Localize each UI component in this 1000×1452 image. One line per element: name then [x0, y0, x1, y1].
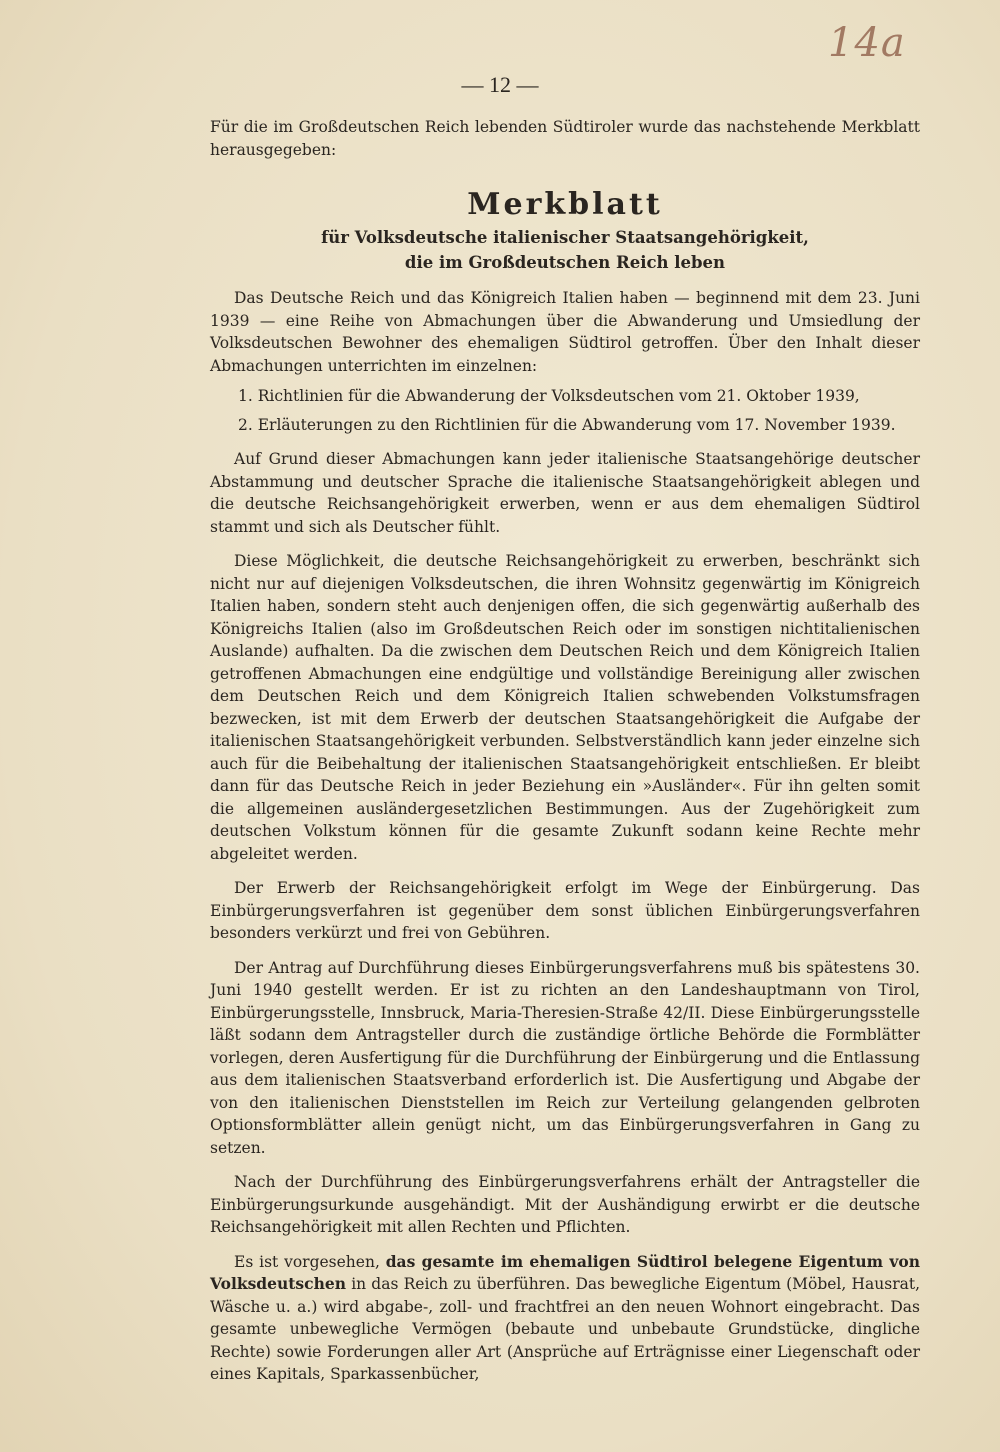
paragraph-1: Das Deutsche Reich und das Königreich Italien haben — beginnend mit dem 23. Juni 1939 — eine Reihe von Abmachungen über die Abwanderung und Umsiedlung der Volksdeutschen Bewohner des ehemaligen Südtirol getroffen. Über den Inhalt dieser Abmachungen unterrichten im einzelnen: — [210, 289, 920, 375]
regulations-list — [210, 385, 920, 436]
document-subtitle-line1: für Volksdeutsche italienischer Staatsangehörigkeit, — [321, 228, 809, 247]
handwritten-page-note: 14a — [828, 20, 906, 66]
paragraph-4: Der Erwerb der Reichsangehörigkeit erfolgt im Wege der Einbürgerung. Das Einbürgerungsverfahren ist gegenüber dem sonst üblichen Einbürgerungsverfahren besonders verkürzt und frei von Gebühren. — [210, 879, 920, 942]
page-number: — 12 — — [461, 72, 539, 97]
list-item: 1. Richtlinien für die Abwanderung der Volksdeutschen vom 21. Oktober 1939, — [238, 387, 860, 405]
paragraph-7-emphasis: das gesamte im ehemaligen Südtirol belegene Eigentum von Volksdeutschen — [210, 1251, 920, 1293]
paragraph-3: Diese Möglichkeit, die deutsche Reichsangehörigkeit zu erwerben, beschränkt sich nicht nur auf diejenigen Volksdeutschen, die ihren Wohnsitz gegenwärtig im Königreich Italien haben, sondern steht auch denjenigen offen, die sich gegenwärtig außerhalb des Königreichs Italien (also im Großdeutschen Reich oder im sonstigen nichtitalienischen Auslande) aufhalten. Da die zwischen dem Deutschen Reich und dem Königreich Italien getroffenen Abmachungen eine endgültige und vollständige Bereinigung aller zwischen dem Deutschen Reich und dem Königreich Italien schwebenden Volkstumsfragen bezwecken, ist mit dem Erwerb der deutschen Staatsangehörigkeit die Aufgabe der italienischen Staatsangehörigkeit verbunden. Selbstverständlich kann jeder einzelne sich auch für die Beibehaltung der italienischen Staatsangehörigkeit entschließen. Er bleibt dann für das Deutsche Reich in jeder Beziehung ein »Ausländer«. Für ihn gelten somit die allgemeinen ausländergesetzlichen Bestimmungen. Aus der Zugehörigkeit zum deutschen Volkstum können für die gesamte Zukunft sodann keine Rechte mehr abgeleitet werden. — [210, 552, 920, 863]
paragraph-7 — [210, 1251, 920, 1386]
document-title: Merkblatt — [467, 187, 663, 222]
paragraph-2: Auf Grund dieser Abmachungen kann jeder italienische Staatsangehörige deutscher Abstammung und deutscher Sprache die italienische Staatsangehörigkeit ablegen und die deutsche Reichsangehörigkeit erwerben, wenn er aus dem ehemaligen Südtirol stammt und sich als Deutscher fühlt. — [210, 450, 920, 536]
document-body — [210, 116, 920, 1386]
paragraph-7-start: Es ist vorgesehen, — [234, 1252, 380, 1271]
paragraph-5: Der Antrag auf Durchführung dieses Einbürgerungsverfahrens muß bis spätestens 30. Juni 1940 gestellt werden. Er ist zu richten an den Landeshauptmann von Tirol, Einbürgerungsstelle, Innsbruck, Maria-Theresien-Straße 42/II. Diese Einbürgerungsstelle läßt sodann dem Antragsteller durch die zuständige örtliche Behörde die Formblätter vorlegen, deren Ausfertigung für die Durchführung der Einbürgerung und die Entlassung aus dem italienischen Staatsverband erforderlich ist. Die Ausfertigung und Abgabe der von den italienischen Dienststellen im Reich zur Verteilung gelangenden gelbroten Optionsformblätter allein genügt nicht, um das Einbürgerungsverfahren in Gang zu setzen. — [210, 958, 920, 1157]
paragraph-6: Nach der Durchführung des Einbürgerungsverfahrens erhält der Antragsteller die Einbürgerungsurkunde ausgehändigt. Mit der Aushändigung erwirbt er die deutsche Reichsangehörigkeit mit allen Rechten und Pflichten. — [210, 1173, 920, 1236]
paragraph-7-rest: in das Reich zu überführen. Das bewegliche Eigentum (Möbel, Hausrat, Wäsche u. a.) wird abgabe-, zoll- und frachtfrei an den neuen Wohnort eingebracht. Das gesamte unbewegliche Vermögen (bebaute und unbebaute Grundstücke, dingliche Rechte) sowie Forderungen aller Art (Ansprüche auf Erträgnisse einer Liegenschaft oder eines Kapitals, Sparkassenbücher, — [210, 1275, 920, 1383]
document-subtitle-line2: die im Großdeutschen Reich leben — [404, 253, 726, 272]
list-item: 2. Erläuterungen zu den Richtlinien für die Abwanderung vom 17. November 1939. — [238, 415, 896, 434]
intro-text: Für die im Großdeutschen Reich lebenden Südtiroler wurde das nachstehende Merkblatt herausgegeben: — [210, 118, 920, 159]
